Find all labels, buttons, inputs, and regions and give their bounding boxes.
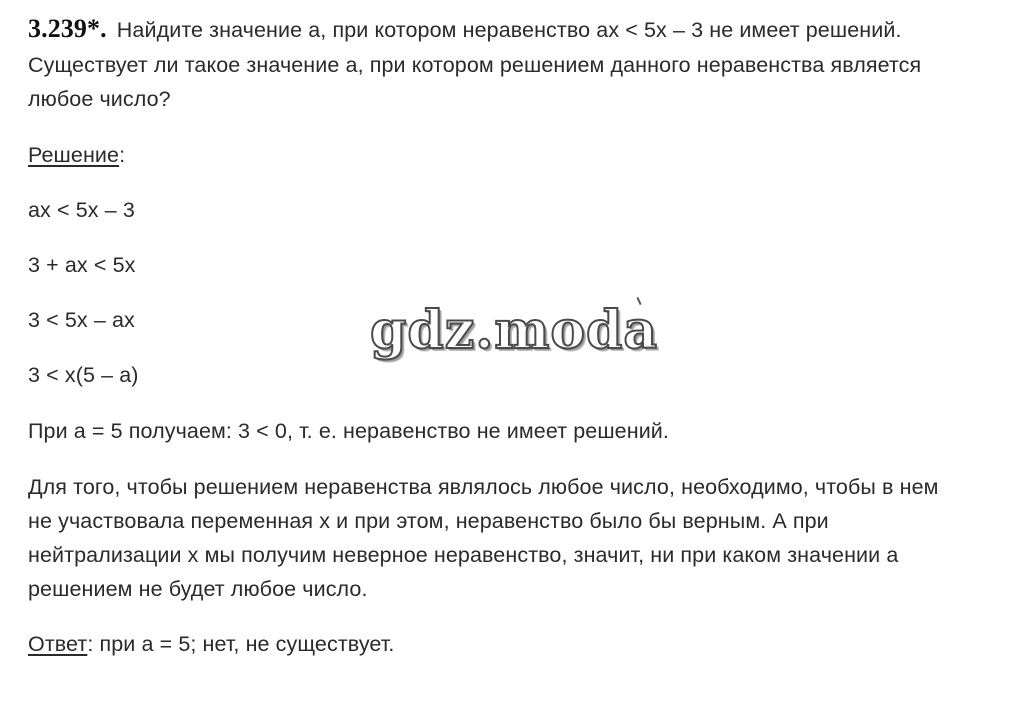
explanation-line-1: Для того, чтобы решением неравенства являлось любое число, необходимо, чтобы в нем [28, 475, 939, 499]
problem-text-line-1: Найдите значение а, при котором неравенство ах < 5х – 3 не имеет решений. [116, 18, 902, 42]
solution-heading [28, 138, 125, 172]
explanation-line-2: не участвовала переменная х и при этом, неравенство было бы верным. А при [28, 509, 829, 533]
case-line: При а = 5 получаем: 3 < 0, т. е. неравенство не имеет решений. [28, 419, 669, 443]
answer-text: : при а = 5; нет, не существует. [87, 632, 395, 656]
solution-heading-colon: : [119, 143, 126, 167]
solution-heading-label: Решение [28, 143, 120, 167]
answer-line [28, 627, 394, 661]
problem-statement-line-3: любое число? [28, 87, 171, 111]
solution-step-2: 3 + ах < 5х [28, 253, 136, 277]
solution-step-3: 3 < 5х – ах [28, 308, 135, 332]
answer-label: Ответ [28, 632, 88, 656]
problem-statement-line-2: Существует ли такое значение а, при котором решением данного неравенства является [28, 53, 922, 77]
solution-step-4: 3 < х(5 – а) [28, 363, 139, 387]
watermark-logo: gdz.moda [370, 300, 659, 361]
solution-step-1: ах < 5х – 3 [28, 198, 135, 222]
explanation-line-3: нейтрализации х мы получим неверное неравенство, значит, ни при каком значении а [28, 543, 899, 567]
explanation-line-4: решением не будет любое число. [28, 577, 368, 601]
problem-number: 3.239*. [28, 14, 107, 43]
problem-statement-line-1 [28, 12, 902, 47]
